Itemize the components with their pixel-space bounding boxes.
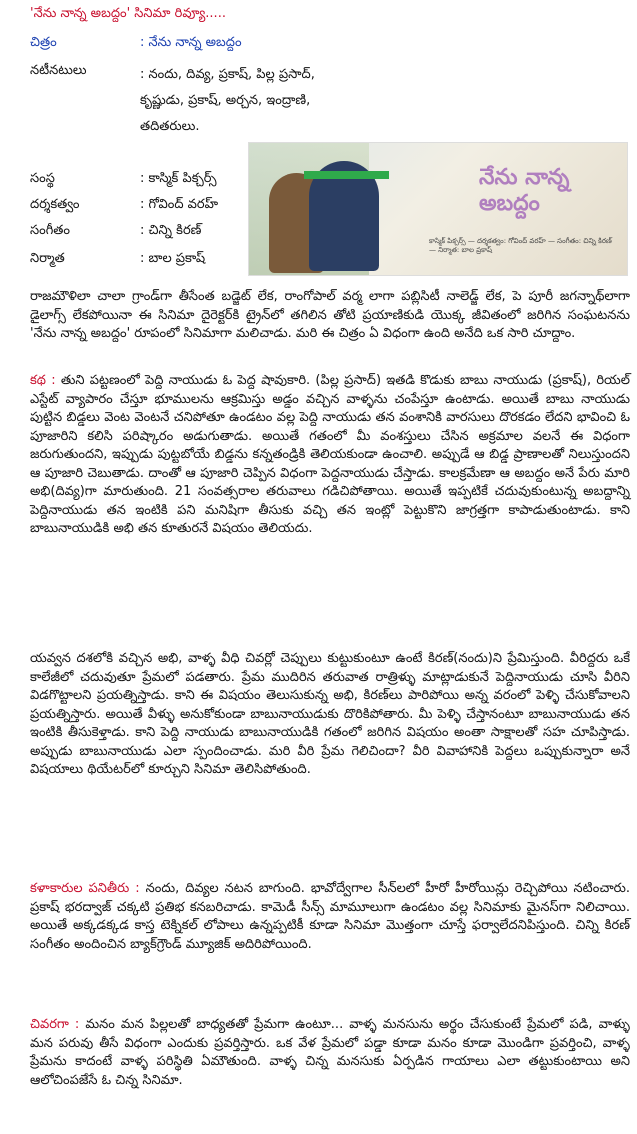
info-key: నిర్మాత	[30, 251, 65, 266]
info-row-film	[30, 34, 242, 52]
conclusion-paragraph	[30, 1016, 630, 1090]
info-key: దర్శకత్వం	[30, 197, 80, 212]
story-text: తుని పట్టణంలో పెద్ది నాయుడు ఓ పెద్ద షావుకారి. (పిల్ల ప్రసాద్) ఇతడి కొడుకు బాబు నాయుడు (ప్రకాష్), రియల్ ఎస్టేట్ వ్యాపారం చేస్తూ భూములను ఆక్రమిస్తు అడ్డం వచ్చిన వాళ్ళను చంపేస్తూ ఉంటాడు. అయితే బాబు నాయుడు పుట్టిన బిడ్డలు వెంట వెంటనే చనిపోతూ ఉండటం వల్ల పెద్ది నాయుడు తన వంశానికి వారసులు దొరకడం లేదని భావించి ఓ పూజారిని కలిసి పరిష్కారం అడుగుతాడు. అయితే గతంలో మీ వంశస్తులు చేసిన అక్రమాల వలనే ఈ విధంగా జరుగుతుందని, ఇప్పుడు పుట్టబోయే బిడ్డను కన్నతండ్రికి తెలియకుండా ఉంచాలి. అప్పుడే ఆ బిడ్డ ప్రాణాలతో నిలుస్తుందని ఆ పూజారి చెబుతాడు. దాంతో ఆ పూజారి చెప్పిన విధంగా పెద్దనాయుడు చేస్తాడు. కాలక్రమేణా ఆ అబద్దం అనే పేరు మారి అభి(దివ్య)గా మారుతుంది. 21 సంవత్సరాల తరువాలు గడిచిపోతాయి. అయితే ఇప్పటికే చదువుకుంటున్న అబద్దాన్ని పెద్దినాయుడు తన ఇంటికి పని మనిషిగా తీసుకు వచ్చి తన ఇంట్లో పెట్టుకొని జాగ్రత్తగా కాపాడుతుంటాడు. కాని బాబునాయుడికి అభి తన కూతురనే విషయం తెలియదు.	[30, 373, 630, 536]
conclusion-label: చివరగా :	[30, 1017, 80, 1032]
page-title: 'నేను నాన్న అబద్దం' సినిమా రివ్యూ.....	[30, 6, 226, 21]
info-key: నటీనటులు	[30, 63, 87, 78]
info-row-banner	[30, 170, 217, 188]
info-value: : కాస్మిక్ పిక్చర్స్	[140, 171, 217, 186]
performance-text: నందు, దివ్యల నటన బాగుంది. భావోద్వేగాల సీన్‌లలో హీరో హీరోయిన్లు రెచ్చిపోయి నటించారు. ప్రకాష్ భరద్వాజ్ చక్కటి ప్రతిభ కనబరిచాడు. కామెడీ సీన్స్ మామూలుగా ఉండటం వల్ల సినిమాకు మైనస్‌గా నిలిచాయి. అయితే అక్కడక్కడ కాస్త టెక్నికల్ లోపాలు ఉన్నప్పటికీ కూడా సినిమా మొత్తంగా చూస్తే ఫర్వాలేదనిపిస్తుంది. చిన్ని కిరణ్ సంగీతం అందించిన బ్యాక్‌గ్రౌండ్ మ్యూజిక్ అదిరిపోయింది.	[30, 881, 630, 952]
story-paragraph	[30, 372, 630, 539]
movie-poster	[248, 142, 628, 276]
info-value: : బాల ప్రకాష్	[140, 251, 206, 266]
info-key: సంస్థ	[30, 171, 55, 186]
info-row-cast	[30, 62, 360, 140]
story-label: కథ :	[30, 373, 56, 388]
info-value: : నందు, దివ్య, ప్రకాష్, పిల్ల ప్రసాద్, కృష్ణుడు, ప్రకాష్, అర్చన, ఇంద్రాణి, తదితరులు.	[140, 67, 315, 134]
poster-logo: నేను నాన్న అబద్దం	[479, 165, 570, 216]
plot-paragraph-2: యవ్వన దశలోకి వచ్చిన అభి, వాళ్ళ వీధి చివర్లో చెప్పులు కుట్టుకుంటూ ఉంటే కిరణ్(నందు)ని ప్రేమిస్తుంది. వీరిద్దరు ఒకే కాలేజీలో చదువుతూ ప్రేమలో పడతారు. ప్రేమ ముదిరిన తరువాత రాత్రిళ్ళు మాట్లాడుకునే పెద్దినాయుడు చూసి వీరిని విడగొట్టాలని ప్రయత్నిస్తాడు. కాని ఈ విషయం తెలుసుకున్న అభి, కిరణ్‌లు పారిపోయి అన్న వరంలో పెళ్ళి చేసుకోవాలని ప్రయత్నిస్తారు. అయితే వీళ్ళు అనుకోకుండా బాబునాయుడుకు దొరికిపోతారు. మీ పెళ్ళి చేస్తానంటూ బాబునాయుడు తన ఇంటికి తీసుకెళ్తాడు. కాని పెద్ది నాయుడు బాబునాయుడికి గతంలో జరిగిన విషయం అంతా సాక్షాలతో సహ చూపిస్తాడు. అప్పుడు బాబునాయుడు ఎలా స్పందించాడు. మరి వీరి ప్రేమ గెలిచిందా? వీరి వివాహానికి పెద్దలు ఒప్పుకున్నారా అనే విషయాలు థియేటర్‌లో కూర్చుని సినిమా తెలిసిపోతుంది.	[30, 651, 630, 777]
info-row-music	[30, 222, 201, 240]
poster-blindfold	[304, 171, 389, 179]
info-value: : నేను నాన్న అబద్దం	[140, 35, 242, 50]
info-key: సంగీతం	[30, 223, 71, 238]
intro-paragraph: రాజమౌళిలా చాలా గ్రాండ్‌గా తీసేంత బడ్జెట్ లేక, రాంగోపాల్ వర్మ లాగా పబ్లిసిటీ నాలెడ్జ్ లేక, పె పూరీ జగన్నాథ్‌లాగా డైలాగ్స్ లేకపోయినా ఈ సినిమా దైరెక్టర్‌కి ట్రైన్‌లో తగిలిన తోటి ప్రయాణికుడి యొక్క జీవితంలో జరిగిన సంఘటనను 'నేను నాన్న అబద్దం' రూపంలో సినిమాగా మలిచాడు. మరి ఈ చిత్రం ఏ విధంగా ఉంది అనేది ఒక సారి చూద్దాం.	[30, 289, 630, 341]
info-key: చిత్రం	[30, 35, 57, 50]
conclusion-text: మనం మన పిల్లలతో బాధ్యతతో ప్రేమగా ఉంటూ... వాళ్ళ మనసును అర్థం చేసుకుంటే ప్రేమలో పడి, వాళ్ళు మన పరువు తీసే విధంగా ఎందుకు ప్రవర్తిస్తారు. ఒక వేళ ప్రేమలో పడ్డా కూడా మనం కూడా మొండిగా ప్రవర్తించి, వాళ్ళ ప్రేమను కాదంటే వాళ్ళ పరిస్థితి ఏమౌతుంది. వాళ్ళ చిన్న మనసుకు ఏర్పడిన గాయాలు ఎలా తట్టుకుంటాయి అని ఆలోచింపజేసే ఓ చిన్న సినిమా.	[30, 1017, 630, 1088]
poster-credits: కాస్మిక్ పిక్చర్స్ — దర్శకత్వం: గోవింద్ వరహ్ — సంగీతం: చిన్ని కిరణ్ — నిర్మాత: బాల ప్రకాష్	[429, 237, 612, 254]
info-row-director	[30, 196, 218, 214]
performance-paragraph	[30, 880, 630, 954]
info-value: : గోవింద్ వరహ్	[140, 197, 219, 212]
info-value: : చిన్ని కిరణ్	[140, 223, 202, 238]
performance-label: కళాకారుల పనితీరు :	[30, 881, 140, 896]
info-row-producer	[30, 250, 205, 268]
